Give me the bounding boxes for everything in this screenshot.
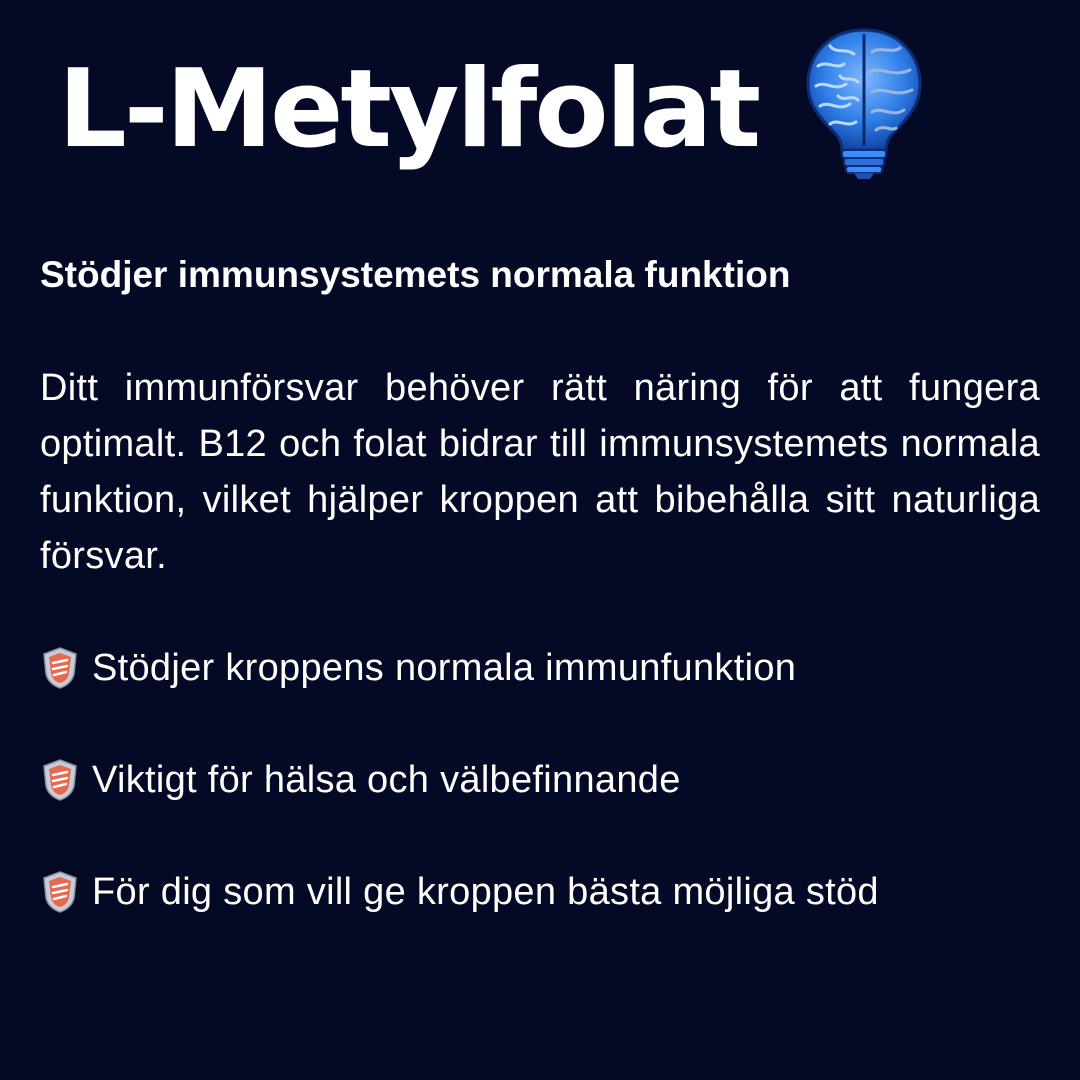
page-title: L-Metylfolat [58, 47, 759, 172]
bullet-text: För dig som vill ge kroppen bästa möjliga stöd [92, 870, 879, 913]
bullet-list [40, 640, 1050, 976]
section-heading: Stödjer immunsystemets normala funktion [40, 254, 791, 295]
shield-icon [40, 646, 80, 690]
bullet-text: Viktigt för hälsa och välbefinnande [92, 758, 681, 801]
list-item [40, 864, 1050, 920]
list-item [40, 640, 1050, 696]
body-paragraph: Ditt immunförsvar behöver rätt näring för att fungera optimalt. B12 och folat bidrar till immunsystemets normala funktion, vilket hjälper kroppen att bibehålla sitt naturliga försvar. [40, 367, 1040, 577]
shield-icon [40, 870, 80, 914]
list-item [40, 752, 1050, 808]
bullet-text: Stödjer kroppens normala immunfunktion [92, 646, 797, 689]
shield-icon [40, 758, 80, 802]
title-row [58, 30, 758, 190]
brain-lightbulb-icon [800, 26, 928, 180]
